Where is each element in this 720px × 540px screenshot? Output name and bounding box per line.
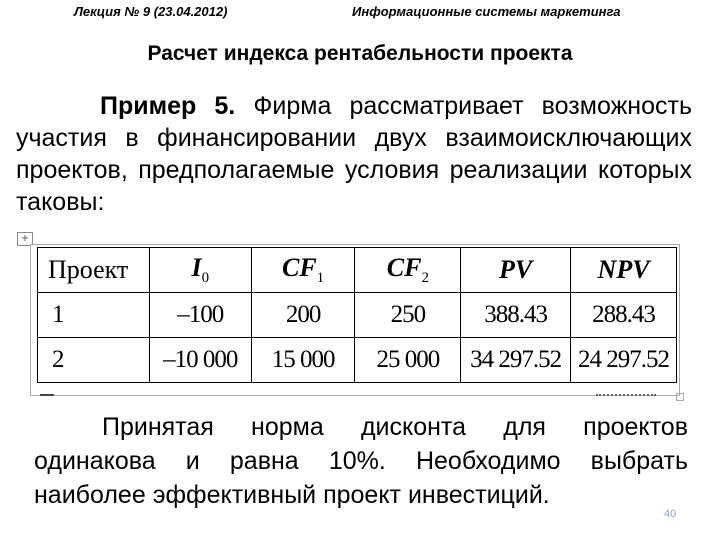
discount-paragraph: [34, 410, 688, 512]
resize-handle[interactable]: [676, 393, 684, 401]
projects-table-frame: [30, 244, 680, 396]
cell-cf2: 250: [355, 293, 461, 338]
discount-text: Принятая норма дисконта для проектов одинакова и равна 10%. Необходимо выбрать наиболее эффективный проект инвестиций.: [34, 413, 688, 509]
cell-pv: 388.43: [461, 293, 571, 338]
cell-project: 1: [38, 293, 150, 338]
cell-i0: –100: [149, 293, 251, 338]
table-row: [38, 293, 677, 338]
col-header-cf1: $CF_1$: [251, 248, 355, 293]
cell-npv: 24 297.52: [571, 338, 677, 383]
lecture-header: Лекция № 9 (23.04.2012): [74, 4, 228, 19]
cell-cf1: 15 000: [251, 338, 355, 383]
page-number: 40: [664, 508, 677, 520]
cell-project: 2: [38, 338, 150, 383]
table-move-handle-icon[interactable]: +: [17, 232, 33, 246]
cell-i0: –10 000: [149, 338, 251, 383]
col-header-i0: $I_0$: [149, 248, 251, 293]
example-label: Пример 5.: [100, 92, 236, 120]
cell-cf2: 25 000: [355, 338, 461, 383]
table-row: [38, 338, 677, 383]
col-header-pv: PV: [461, 248, 571, 293]
cell-npv: 288.43: [571, 293, 677, 338]
col-header-cf2: $CF_2$: [355, 248, 461, 293]
projects-table: [37, 247, 677, 383]
slide-title: Расчет индекса рентабельности проекта: [147, 42, 573, 65]
col-header-project: Проект: [38, 248, 150, 293]
course-header: Информационные системы маркетинга: [352, 4, 621, 19]
table-header-row: [38, 248, 677, 293]
example-paragraph: [16, 90, 692, 218]
cell-pv: 34 297.52: [461, 338, 571, 383]
col-header-npv: NPV: [571, 248, 677, 293]
example-text: Фирма рассматривает возможность участия в финансировании двух взаимоисключающих проектов, предполагаемые условия реализации которых таковы:: [16, 92, 692, 216]
cropped-text-remnant: [36, 392, 676, 400]
cell-cf1: 200: [251, 293, 355, 338]
